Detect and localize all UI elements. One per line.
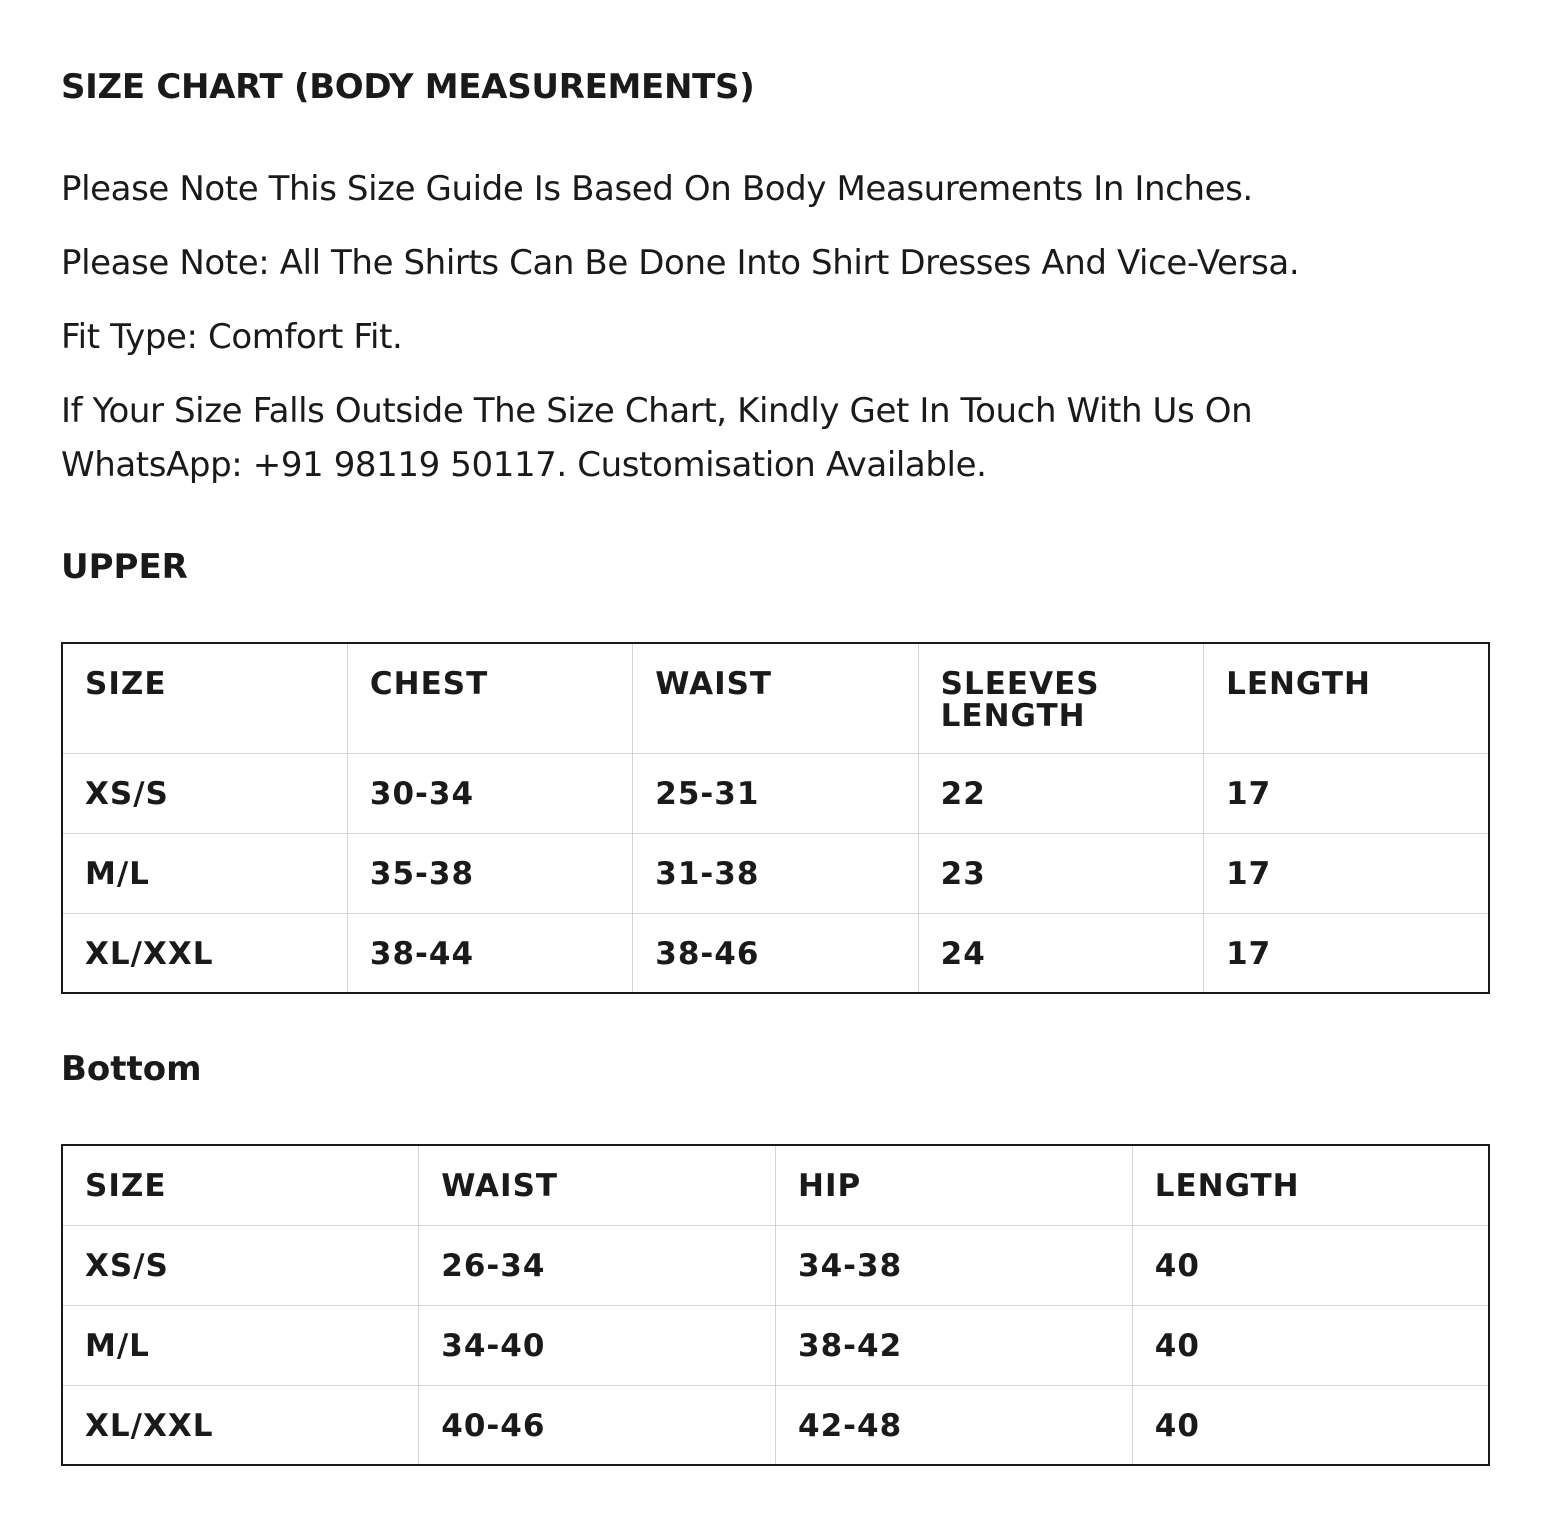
table-row [62, 1385, 1489, 1465]
note-shirt-dresses: Please Note: All The Shirts Can Be Done Into Shirt Dresses And Vice-Versa. [61, 243, 1300, 283]
cell-hip: 34-38 [776, 1225, 1133, 1305]
header-waist: WAIST [633, 643, 918, 753]
header-hip: HIP [776, 1145, 1133, 1225]
cell-waist: 40-46 [419, 1385, 776, 1465]
cell-length: 17 [1204, 753, 1489, 833]
table-header-row [62, 1145, 1489, 1225]
cell-hip: 42-48 [776, 1385, 1133, 1465]
header-size: SIZE [62, 643, 347, 753]
table-row [62, 913, 1489, 993]
upper-heading: UPPER [61, 547, 188, 587]
cell-size: XS/S [62, 753, 347, 833]
cell-length: 17 [1204, 833, 1489, 913]
cell-size: M/L [62, 833, 347, 913]
cell-length: 40 [1132, 1225, 1489, 1305]
table-row [62, 833, 1489, 913]
bottom-heading: Bottom [61, 1049, 202, 1089]
cell-waist: 31-38 [633, 833, 918, 913]
bottom-size-table [61, 1144, 1490, 1466]
table-row [62, 1305, 1489, 1385]
cell-size: XL/XXL [62, 1385, 419, 1465]
header-length: LENGTH [1132, 1145, 1489, 1225]
cell-chest: 38-44 [347, 913, 632, 993]
cell-sleeves-length: 24 [918, 913, 1203, 993]
cell-sleeves-length: 23 [918, 833, 1203, 913]
table-row [62, 1225, 1489, 1305]
page-title: SIZE CHART (BODY MEASUREMENTS) [61, 67, 755, 107]
header-chest: CHEST [347, 643, 632, 753]
header-size: SIZE [62, 1145, 419, 1225]
cell-chest: 30-34 [347, 753, 632, 833]
note-body-measurements: Please Note This Size Guide Is Based On Body Measurements In Inches. [61, 169, 1253, 209]
header-sleeves-length: SLEEVES LENGTH [918, 643, 1203, 753]
cell-waist: 38-46 [633, 913, 918, 993]
header-length: LENGTH [1204, 643, 1489, 753]
cell-size: M/L [62, 1305, 419, 1385]
header-waist: WAIST [419, 1145, 776, 1225]
cell-size: XS/S [62, 1225, 419, 1305]
cell-waist: 25-31 [633, 753, 918, 833]
upper-size-table [61, 642, 1490, 994]
cell-waist: 34-40 [419, 1305, 776, 1385]
note-fit-type: Fit Type: Comfort Fit. [61, 317, 403, 357]
cell-length: 17 [1204, 913, 1489, 993]
cell-hip: 38-42 [776, 1305, 1133, 1385]
note-whatsapp-contact: If Your Size Falls Outside The Size Chart, Kindly Get In Touch With Us On WhatsApp: +91 98119 50117. Customisation Available. [61, 391, 1253, 485]
cell-waist: 26-34 [419, 1225, 776, 1305]
cell-length: 40 [1132, 1305, 1489, 1385]
cell-chest: 35-38 [347, 833, 632, 913]
cell-size: XL/XXL [62, 913, 347, 993]
table-header-row [62, 643, 1489, 753]
table-row [62, 753, 1489, 833]
cell-sleeves-length: 22 [918, 753, 1203, 833]
cell-length: 40 [1132, 1385, 1489, 1465]
